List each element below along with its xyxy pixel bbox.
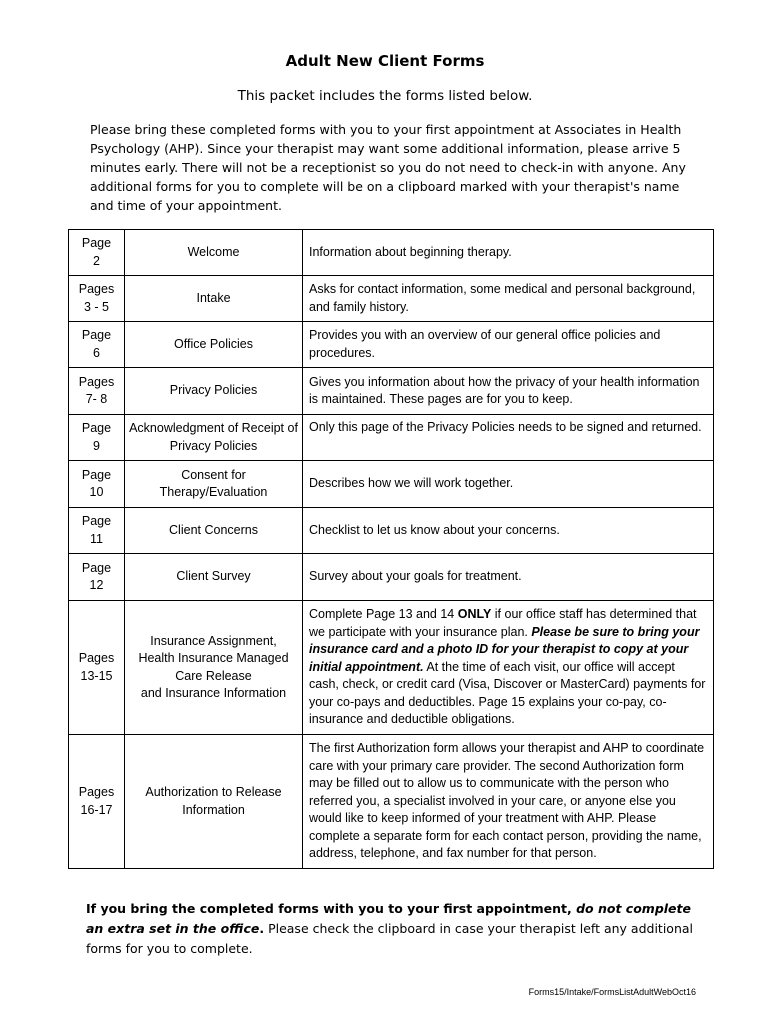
form-name-cell: Office Policies: [125, 322, 303, 368]
form-name-cell: Privacy Policies: [125, 368, 303, 415]
footer-code: Forms15/Intake/FormsListAdultWebOct16: [528, 987, 696, 997]
form-description-cell: Describes how we will work together.: [303, 461, 714, 508]
intro-paragraph: Please bring these completed forms with you to your first appointment at Associates in Health Psychology (AHP). Since your therapist may want some additional information, please arrive 5 minutes early. There will not be a receptionist so you do not need to check-in with anyone. Any additional forms for you to complete will be on a clipboard marked with your therapist's name and time of your appointment.: [90, 122, 686, 213]
page-cell: Page 6: [69, 322, 125, 368]
form-name-cell: Intake: [125, 276, 303, 322]
page-cell: Page 11: [69, 508, 125, 554]
form-description-cell: Gives you information about how the privacy of your health information is maintained. These pages are for you to keep.: [303, 368, 714, 415]
form-description-cell: Provides you with an overview of our general office policies and procedures.: [303, 322, 714, 368]
form-name-cell: Authorization to Release Information: [125, 735, 303, 869]
page-cell: Page 10: [69, 461, 125, 508]
table-row: [69, 276, 714, 322]
page-cell: Page 9: [69, 415, 125, 461]
form-name-cell: Client Survey: [125, 554, 303, 601]
page-cell: Pages 3 - 5: [69, 276, 125, 322]
page-subtitle: This packet includes the forms listed below.: [237, 88, 533, 104]
form-description-cell: Only this page of the Privacy Policies needs to be signed and returned.: [303, 415, 714, 461]
table-row: [69, 322, 714, 368]
table-row: [69, 554, 714, 601]
forms-table: [68, 229, 714, 869]
form-description-cell: Asks for contact information, some medical and personal background, and family history.: [303, 276, 714, 322]
table-row: [69, 415, 714, 461]
table-row: [69, 601, 714, 735]
table-row: [69, 735, 714, 869]
form-description-cell: Checklist to let us know about your concerns.: [303, 508, 714, 554]
only-emphasis: ONLY: [457, 607, 492, 622]
form-description-cell: The first Authorization form allows your therapist and AHP to coordinate care with your primary care provider. The second Authorization form may be filled out to allow us to communicate with the person who referred you, a specialist involved in your care, or anyone else you would like to keep informed of your treatment with AHP. Please complete a separate form for each contact person, providing the name, address, telephone, and fax number for that person.: [303, 735, 714, 869]
page-cell: Pages 16-17: [69, 735, 125, 869]
page-title: Adult New Client Forms: [285, 52, 485, 70]
page-cell: Pages 13-15: [69, 601, 125, 735]
page-cell: Page 12: [69, 554, 125, 601]
form-description-cell: Complete Page 13 and 14 ONLY if our office staff has determined that we participate with your insurance plan. Please be sure to bring your insurance card and a photo ID for your therapist to copy at your initial appointment. At the time of each visit, our office will accept cash, check, or credit card (Visa, Discover or MasterCard) payments for your co-pays and deductibles. Page 15 explains your co-pay, co-insurance and deductible obligations.: [303, 601, 714, 735]
closing-note: If you bring the completed forms with you to your first appointment, do not complete an extra set in the office. Please check the clipboard in case your therapist left any additional forms for you to complete.: [86, 901, 693, 956]
form-name-cell: Acknowledgment of Receipt of Privacy Policies: [125, 415, 303, 461]
bring-card-emphasis: Please be sure to bring your insurance card and a photo ID for your therapist to copy at your initial appointment.: [309, 624, 700, 674]
form-name-cell: Client Concerns: [125, 508, 303, 554]
form-name-cell: Consent for Therapy/Evaluation: [125, 461, 303, 508]
form-description-cell: Survey about your goals for treatment.: [303, 554, 714, 601]
table-row: [69, 508, 714, 554]
form-name-cell: Insurance Assignment, Health Insurance Managed Care Release and Insurance Information: [125, 601, 303, 735]
table-row: [69, 230, 714, 276]
form-description-cell: Information about beginning therapy.: [303, 230, 714, 276]
table-row: [69, 461, 714, 508]
form-name-cell: Welcome: [125, 230, 303, 276]
table-row: [69, 368, 714, 415]
page-cell: Pages 7- 8: [69, 368, 125, 415]
page-cell: Page 2: [69, 230, 125, 276]
